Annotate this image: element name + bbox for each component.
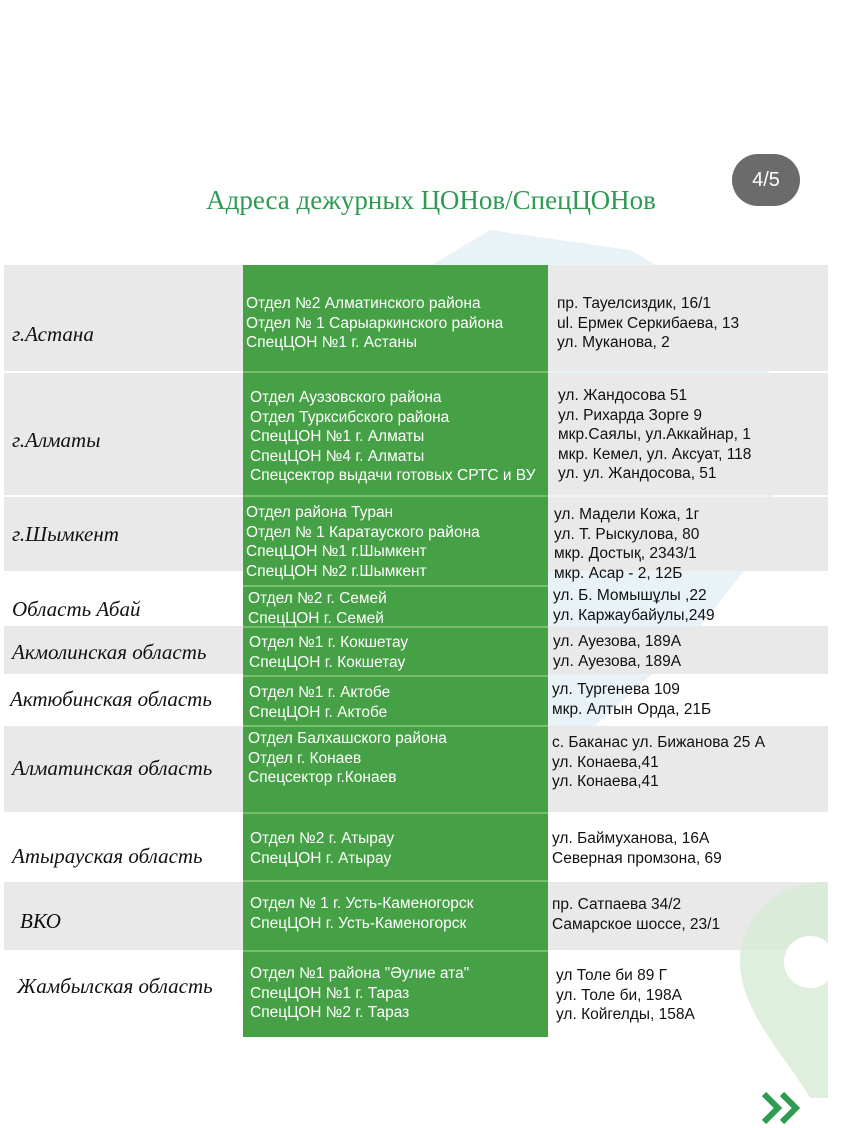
office-item: СпецЦОН №2 г.Шымкент	[246, 562, 427, 580]
page-indicator: 4/5	[732, 154, 800, 206]
office-item: СпецЦОН №1 г. Астаны	[246, 334, 418, 351]
office-item: Отдел Турксибского района	[250, 408, 450, 426]
row-divider	[243, 495, 548, 497]
office-list	[246, 503, 546, 581]
office-item: Отдел №2 Алматинского района	[246, 295, 481, 312]
address-item: ул. Рихарда Зорге 9	[558, 406, 702, 424]
address-item: мкр. Кемел, ул. Аксуат, 118	[558, 445, 752, 463]
office-item: СпецЦОН №1 г.Шымкент	[246, 543, 427, 560]
office-item: СпецЦОН №1 г. Тараз	[250, 984, 410, 1002]
office-item: Отдел района Туран	[246, 504, 394, 521]
region-label: ВКО	[20, 909, 61, 933]
office-list	[250, 894, 550, 933]
region-label: Жамбылская область	[17, 974, 213, 998]
office-item: Отдел г. Конаев	[248, 749, 362, 767]
row-divider	[243, 725, 548, 727]
office-list	[249, 633, 549, 672]
row-divider	[243, 585, 548, 587]
address-item: Северная промзона, 69	[552, 849, 722, 867]
address-list	[552, 680, 826, 719]
address-item: Самарское шоссе, 23/1	[552, 915, 721, 933]
office-item: Отдел № 1 Каратауского района	[246, 523, 480, 541]
region-label: Актюбинская область	[10, 687, 212, 711]
address-item: ул. Т. Рыскулова, 80	[554, 525, 700, 543]
address-item: ул. Жандосова 51	[558, 387, 688, 404]
double-chevron-right-icon[interactable]	[760, 1090, 804, 1126]
office-list	[249, 683, 549, 722]
region-label: Акмолинская область	[12, 640, 207, 664]
office-list	[248, 729, 548, 788]
address-list	[552, 733, 826, 792]
address-item: ул. Тургенева 109	[552, 681, 680, 698]
address-item: пр. Тауелсиздик, 16/1	[557, 295, 712, 312]
address-item: ул. Конаева,41	[552, 753, 659, 771]
row-divider	[243, 371, 548, 373]
office-list	[250, 829, 550, 868]
region-label: г.Алматы	[12, 428, 101, 452]
office-item: СпецЦОН г. Актобе	[249, 703, 388, 721]
address-item: ул. Каржаубайулы,249	[553, 606, 715, 624]
address-item: мкр. Достық, 2343/1	[554, 545, 697, 562]
row-divider	[243, 880, 548, 882]
region-label: Область Абай	[12, 597, 141, 621]
address-item: ул. Б. Момышұлы ,22	[553, 587, 707, 604]
office-item: Отдел Балхашского района	[248, 730, 447, 747]
office-item: Спецсектор г.Конаев	[248, 769, 397, 786]
address-item: ул. Конаева,41	[552, 773, 659, 790]
office-item: Отдел №1 г. Кокшетау	[249, 634, 409, 651]
office-list	[248, 589, 548, 628]
office-item: СпецЦОН г. Кокшетау	[249, 653, 406, 671]
address-item: ул. Муканова, 2	[557, 334, 670, 351]
address-item: ул. Баймуханова, 16А	[552, 830, 710, 847]
address-item: ул Толе би 89 Г	[556, 967, 668, 984]
office-list	[250, 388, 550, 486]
region-label: г.Астана	[12, 322, 94, 346]
address-list	[557, 294, 831, 353]
post-title: Адреса дежурных ЦОНов/СпецЦОНов	[206, 185, 656, 215]
region-label: Алматинская область	[12, 756, 213, 780]
address-item: ул. Койгелды, 158А	[556, 1006, 695, 1023]
address-list	[554, 505, 828, 583]
office-item: Отдел №1 района "Әулие ата"	[250, 965, 470, 982]
office-item: СпецЦОН г. Атырау	[250, 849, 392, 867]
address-item: ул. ул. Жандосова, 51	[558, 465, 717, 482]
address-item: ул. Толе би, 198А	[556, 986, 682, 1004]
address-list	[558, 386, 832, 484]
office-item: СпецЦОН №2 г. Тараз	[250, 1004, 410, 1021]
address-item: мкр. Асар - 2, 12Б	[554, 564, 683, 582]
address-list	[553, 586, 827, 625]
address-list	[553, 632, 827, 671]
office-item: Спецсектор выдачи готовых СРТС и ВУ	[250, 467, 536, 484]
region-label: Атырауская область	[12, 844, 203, 868]
office-list	[250, 964, 550, 1023]
office-item: СпецЦОН №1 г. Алматы	[250, 428, 425, 445]
region-label: г.Шымкент	[12, 522, 119, 546]
row-divider	[243, 812, 548, 814]
office-item: Отдел №2 г. Семей	[248, 590, 387, 607]
office-list	[246, 294, 546, 353]
address-item: ул. Мадели Кожа, 1г	[554, 506, 700, 523]
map-pin-icon	[700, 862, 828, 1102]
address-item: мкр. Алтын Орда, 21Б	[552, 700, 712, 718]
address-item: ul. Ермек Серкибаева, 13	[557, 314, 740, 332]
office-item: Отдел № 1 Сарыаркинского района	[246, 314, 504, 332]
address-item: с. Баканас ул. Бижанова 25 А	[552, 734, 766, 751]
address-item: мкр.Саялы, ул.Аккайнар, 1	[558, 426, 751, 443]
office-item: СпецЦОН г. Усть-Каменогорск	[250, 914, 467, 932]
office-item: Отдел № 1 г. Усть-Каменогорск	[250, 895, 474, 912]
address-item: ул. Ауезова, 189А	[553, 652, 682, 670]
office-item: СпецЦОН №4 г. Алматы	[250, 447, 425, 465]
office-item: Отдел Ауэзовского района	[250, 389, 442, 406]
row-divider	[243, 675, 548, 677]
address-item: ул. Ауезова, 189А	[553, 633, 682, 650]
office-item: Отдел №2 г. Атырау	[250, 830, 395, 847]
office-item: СпецЦОН г. Семей	[248, 609, 384, 627]
address-item: пр. Сатпаева 34/2	[552, 896, 682, 913]
row-divider	[243, 950, 548, 952]
office-item: Отдел №1 г. Актобе	[249, 684, 391, 701]
